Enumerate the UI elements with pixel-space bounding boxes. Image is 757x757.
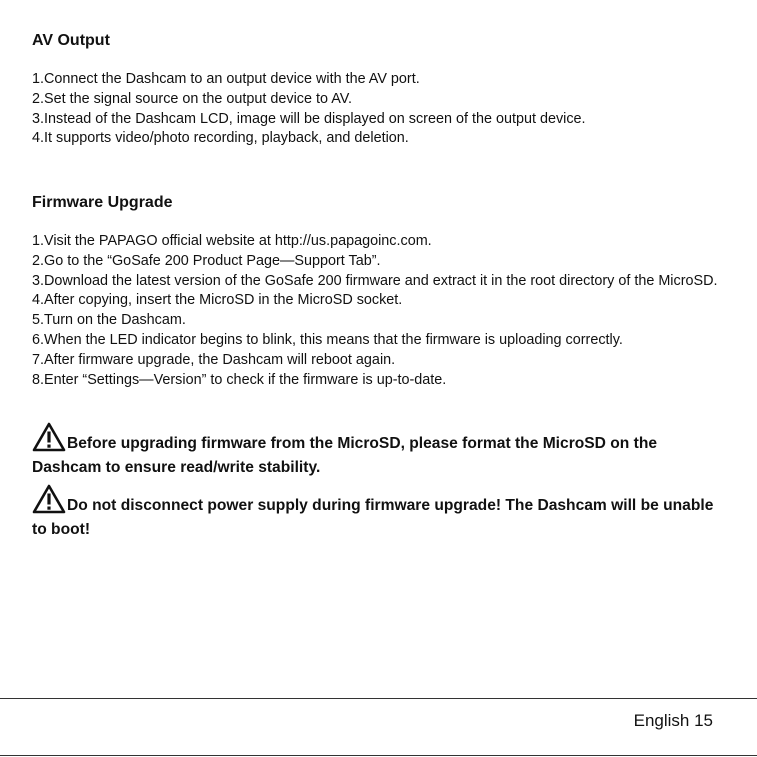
av-step-2: 2.Set the signal source on the output device to AV. [32,90,353,107]
footer-divider-top [0,698,757,699]
power-supply-warning [32,484,722,542]
footer-divider-bottom [0,755,757,756]
av-step-1: 1.Connect the Dashcam to an output device with the AV port. [32,71,420,87]
warning-triangle-icon [32,422,66,452]
av-step-3: 3.Instead of the Dashcam LCD, image will be displayed on screen of the output device. [32,110,586,127]
fw-step-5: 5.Turn on the Dashcam. [32,312,186,329]
fw-step-7: 7.After firmware upgrade, the Dashcam will reboot again. [32,351,396,368]
page-number-label: English 15 [633,711,713,730]
fw-step-6: 6.When the LED indicator begins to blink, this means that the firmware is uploading correctly. [32,331,623,348]
firmware-upgrade-steps [32,232,732,390]
firmware-upgrade-heading: Firmware Upgrade [32,194,173,211]
av-output-steps [32,70,732,149]
av-step-4: 4.It supports video/photo recording, playback, and deletion. [32,130,409,147]
power-supply-warning-text: Do not disconnect power supply during firmware upgrade! The Dashcam will be unable to boot! [32,497,714,538]
format-microsd-warning-text: Before upgrading firmware from the MicroSD, please format the MicroSD on the Dashcam to ensure read/write stability. [32,435,658,476]
fw-step-3: 3.Download the latest version of the GoSafe 200 firmware and extract it in the root directory of the MicroSD. [32,272,718,289]
fw-step-1: 1.Visit the PAPAGO official website at http://us.papagoinc.com. [32,233,432,249]
fw-step-8: 8.Enter “Settings—Version” to check if the firmware is up-to-date. [32,371,447,388]
av-output-heading: AV Output [32,32,110,49]
fw-step-2: 2.Go to the “GoSafe 200 Product Page—Support Tab”. [32,252,381,269]
warning-triangle-icon [32,484,66,514]
format-microsd-warning [32,422,722,480]
fw-step-4: 4.After copying, insert the MicroSD in the MicroSD socket. [32,292,403,309]
